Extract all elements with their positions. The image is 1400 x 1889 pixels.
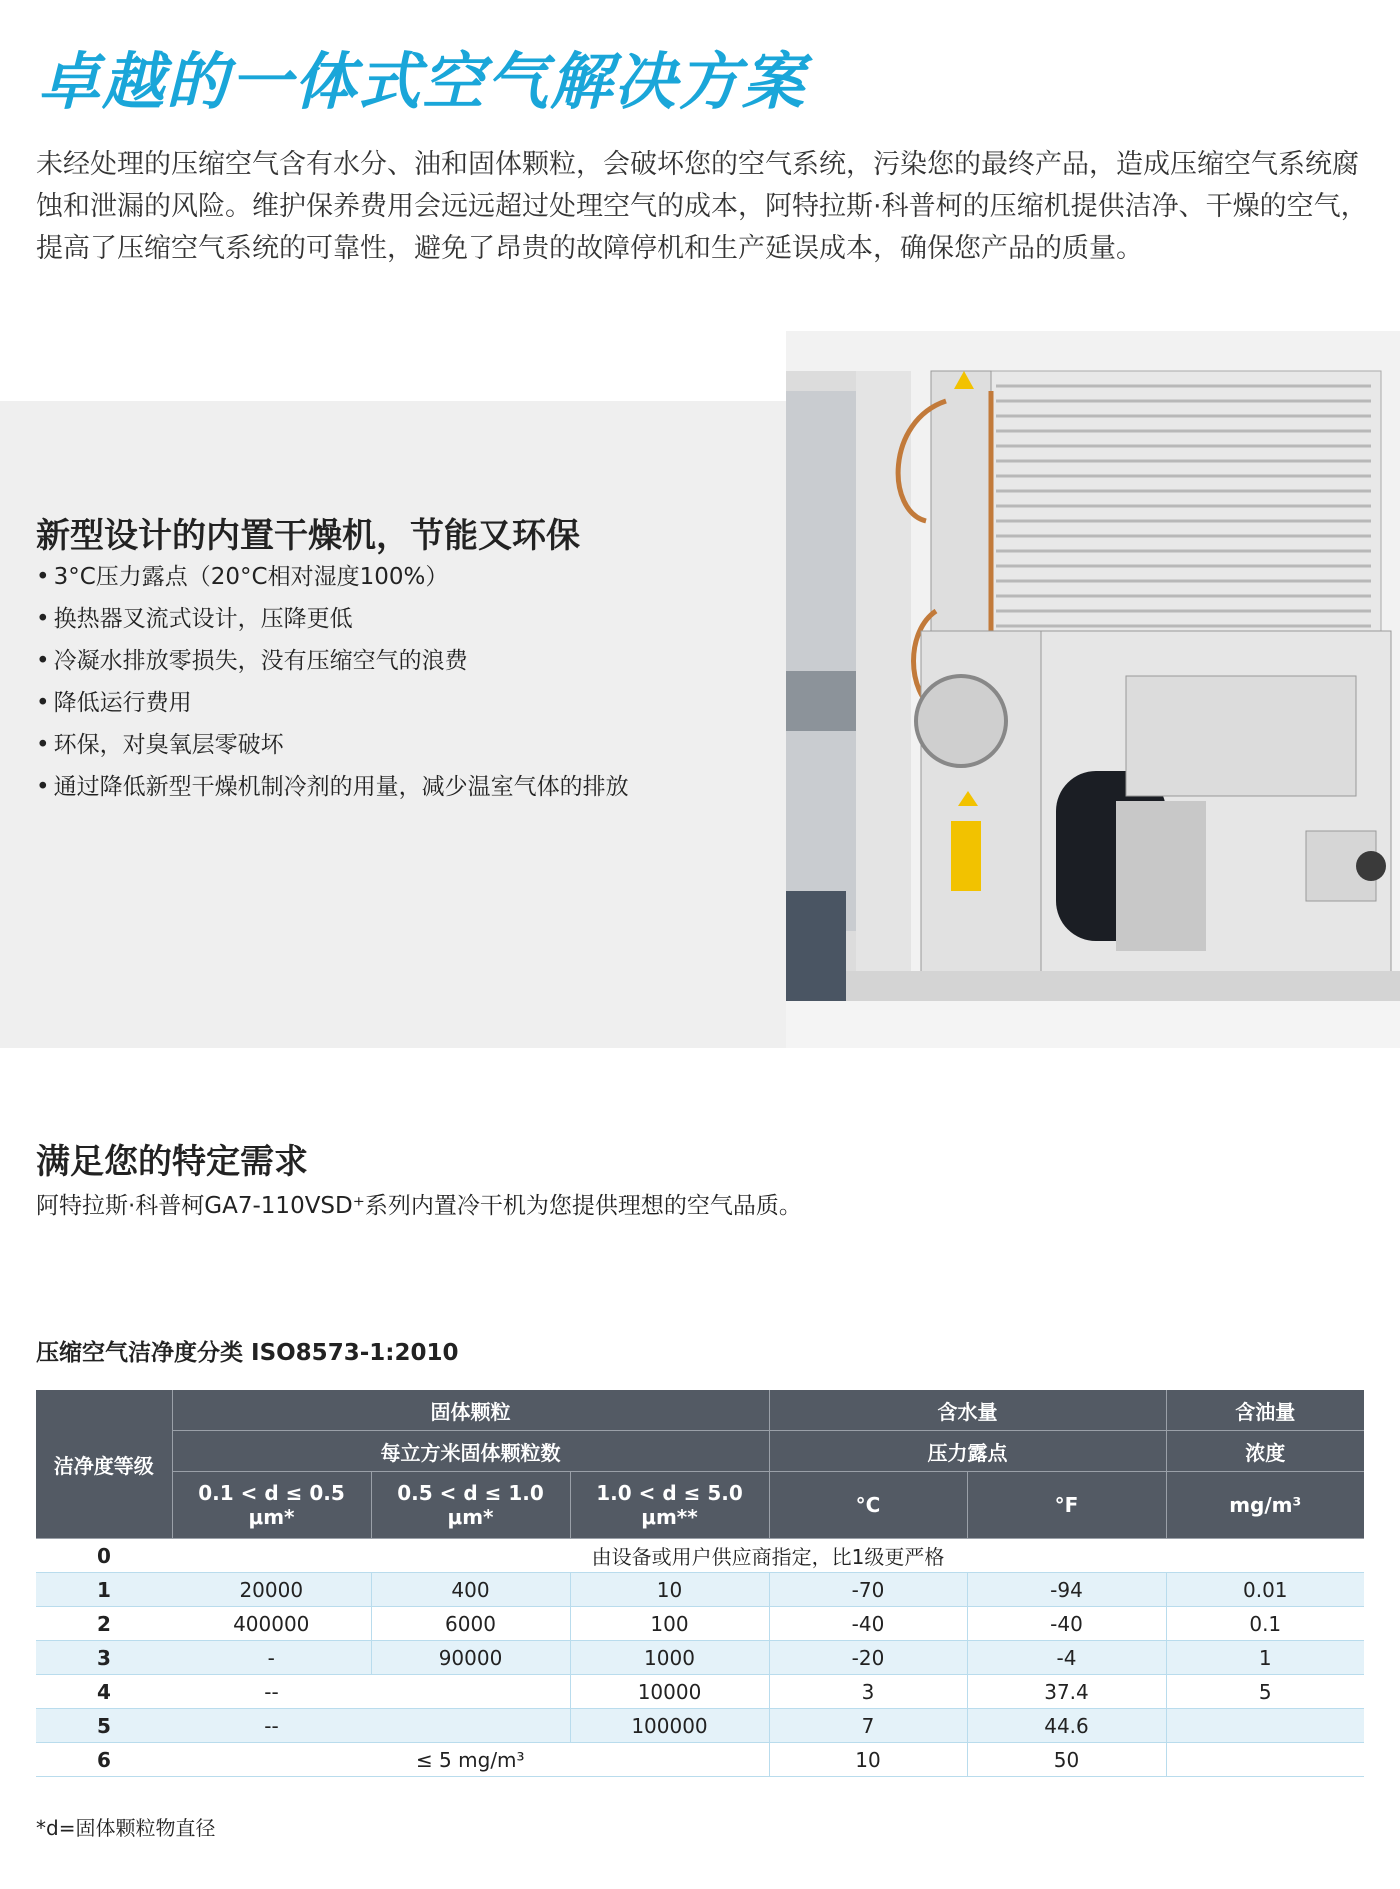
dryer-section-title: 新型设计的内置干燥机，节能又环保 bbox=[36, 516, 580, 556]
intro-paragraph: 未经处理的压缩空气含有水分、油和固体颗粒，会破坏您的空气系统，污染您的最终产品，造成压缩空气系统腐蚀和泄漏的风险。维护保养费用会远远超过处理空气的成本，阿特拉斯·科普柯的压缩机提供洁净、干燥的空气，提高了压缩空气系统的可靠性，避免了昂贵的故障停机和生产延误成本，确保您产品的质量。 bbox=[36, 149, 1368, 264]
table-cell: 0.1 bbox=[1166, 1607, 1364, 1641]
table-cell: -20 bbox=[769, 1641, 967, 1675]
table-cell bbox=[371, 1709, 570, 1743]
needs-section-title: 满足您的特定需求 bbox=[36, 1142, 308, 1182]
table-cell bbox=[1166, 1709, 1364, 1743]
footnote: *d=固体颗粒物直径 bbox=[36, 1816, 216, 1840]
table-cell: 400 bbox=[371, 1573, 570, 1607]
table-row bbox=[36, 1607, 1364, 1641]
needs-section-text: 阿特拉斯·科普柯GA7-110VSD⁺系列内置冷干机为您提供理想的空气品质。 bbox=[36, 1193, 802, 1219]
table-cell: 10 bbox=[769, 1743, 967, 1777]
table-title: 压缩空气洁净度分类 ISO8573-1:2010 bbox=[36, 1340, 459, 1366]
table-cell: 1000 bbox=[570, 1641, 769, 1675]
list-item: • 冷凝水排放零损失，没有压缩空气的浪费 bbox=[36, 640, 629, 682]
header-col-1: 0.1 < d ≤ 0.5 μm* bbox=[172, 1472, 371, 1539]
table-cell: 7 bbox=[769, 1709, 967, 1743]
header-solid: 固体颗粒 bbox=[172, 1390, 769, 1431]
level-cell: 1 bbox=[36, 1573, 172, 1607]
table-cell: -40 bbox=[769, 1607, 967, 1641]
dryer-unit-image bbox=[786, 331, 1400, 1048]
header-water: 含水量 bbox=[769, 1390, 1166, 1431]
table-cell: 3 bbox=[769, 1675, 967, 1709]
table-cell bbox=[371, 1675, 570, 1709]
table-row bbox=[36, 1641, 1364, 1675]
level-cell: 2 bbox=[36, 1607, 172, 1641]
iso-purity-table bbox=[36, 1390, 1364, 1777]
dryer-feature-list bbox=[36, 556, 629, 808]
table-cell: 10 bbox=[570, 1573, 769, 1607]
header-col-2: 0.5 < d ≤ 1.0 μm* bbox=[371, 1472, 570, 1539]
header-col-6: mg/m³ bbox=[1166, 1472, 1364, 1539]
header-solid-sub: 每立方米固体颗粒数 bbox=[172, 1431, 769, 1472]
table-cell: 100 bbox=[570, 1607, 769, 1641]
list-item: • 换热器叉流式设计，压降更低 bbox=[36, 598, 629, 640]
table-cell: 由设备或用户供应商指定，比1级更严格 bbox=[172, 1539, 1364, 1573]
table-cell: -40 bbox=[967, 1607, 1166, 1641]
table-row bbox=[36, 1709, 1364, 1743]
table-cell: 37.4 bbox=[967, 1675, 1166, 1709]
header-water-sub: 压力露点 bbox=[769, 1431, 1166, 1472]
list-item: • 环保，对臭氧层零破坏 bbox=[36, 724, 629, 766]
table-cell: 10000 bbox=[570, 1675, 769, 1709]
list-item: • 降低运行费用 bbox=[36, 682, 629, 724]
header-col-3: 1.0 < d ≤ 5.0 μm** bbox=[570, 1472, 769, 1539]
table-cell: -70 bbox=[769, 1573, 967, 1607]
header-oil: 含油量 bbox=[1166, 1390, 1364, 1431]
level-cell: 3 bbox=[36, 1641, 172, 1675]
table-cell: 44.6 bbox=[967, 1709, 1166, 1743]
header-col-5: °F bbox=[967, 1472, 1166, 1539]
table-cell: -- bbox=[172, 1675, 371, 1709]
level-cell: 6 bbox=[36, 1743, 172, 1777]
table-cell: ≤ 5 mg/m³ bbox=[172, 1743, 769, 1777]
table-cell: 1 bbox=[1166, 1641, 1364, 1675]
table-cell: 6000 bbox=[371, 1607, 570, 1641]
table-row bbox=[36, 1573, 1364, 1607]
header-col-4: °C bbox=[769, 1472, 967, 1539]
table-cell: -94 bbox=[967, 1573, 1166, 1607]
level-cell: 4 bbox=[36, 1675, 172, 1709]
list-item: • 通过降低新型干燥机制冷剂的用量，减少温室气体的排放 bbox=[36, 766, 629, 808]
table-row bbox=[36, 1675, 1364, 1709]
header-oil-sub: 浓度 bbox=[1166, 1431, 1364, 1472]
list-item: • 3°C压力露点（20°C相对湿度100%） bbox=[36, 556, 629, 598]
table-cell: 0.01 bbox=[1166, 1573, 1364, 1607]
level-cell: 5 bbox=[36, 1709, 172, 1743]
table-cell: 400000 bbox=[172, 1607, 371, 1641]
table-cell bbox=[1166, 1743, 1364, 1777]
table-row bbox=[36, 1743, 1364, 1777]
page-title: 卓越的一体式空气解决方案 bbox=[38, 45, 807, 118]
table-row bbox=[36, 1539, 1364, 1573]
header-class: 洁净度等级 bbox=[36, 1390, 172, 1539]
table-cell: 100000 bbox=[570, 1709, 769, 1743]
table-cell: 50 bbox=[967, 1743, 1166, 1777]
table-cell: -- bbox=[172, 1709, 371, 1743]
table-cell: - bbox=[172, 1641, 371, 1675]
table-cell: 90000 bbox=[371, 1641, 570, 1675]
table-cell: -4 bbox=[967, 1641, 1166, 1675]
table-cell: 20000 bbox=[172, 1573, 371, 1607]
level-cell: 0 bbox=[36, 1539, 172, 1573]
table-cell: 5 bbox=[1166, 1675, 1364, 1709]
